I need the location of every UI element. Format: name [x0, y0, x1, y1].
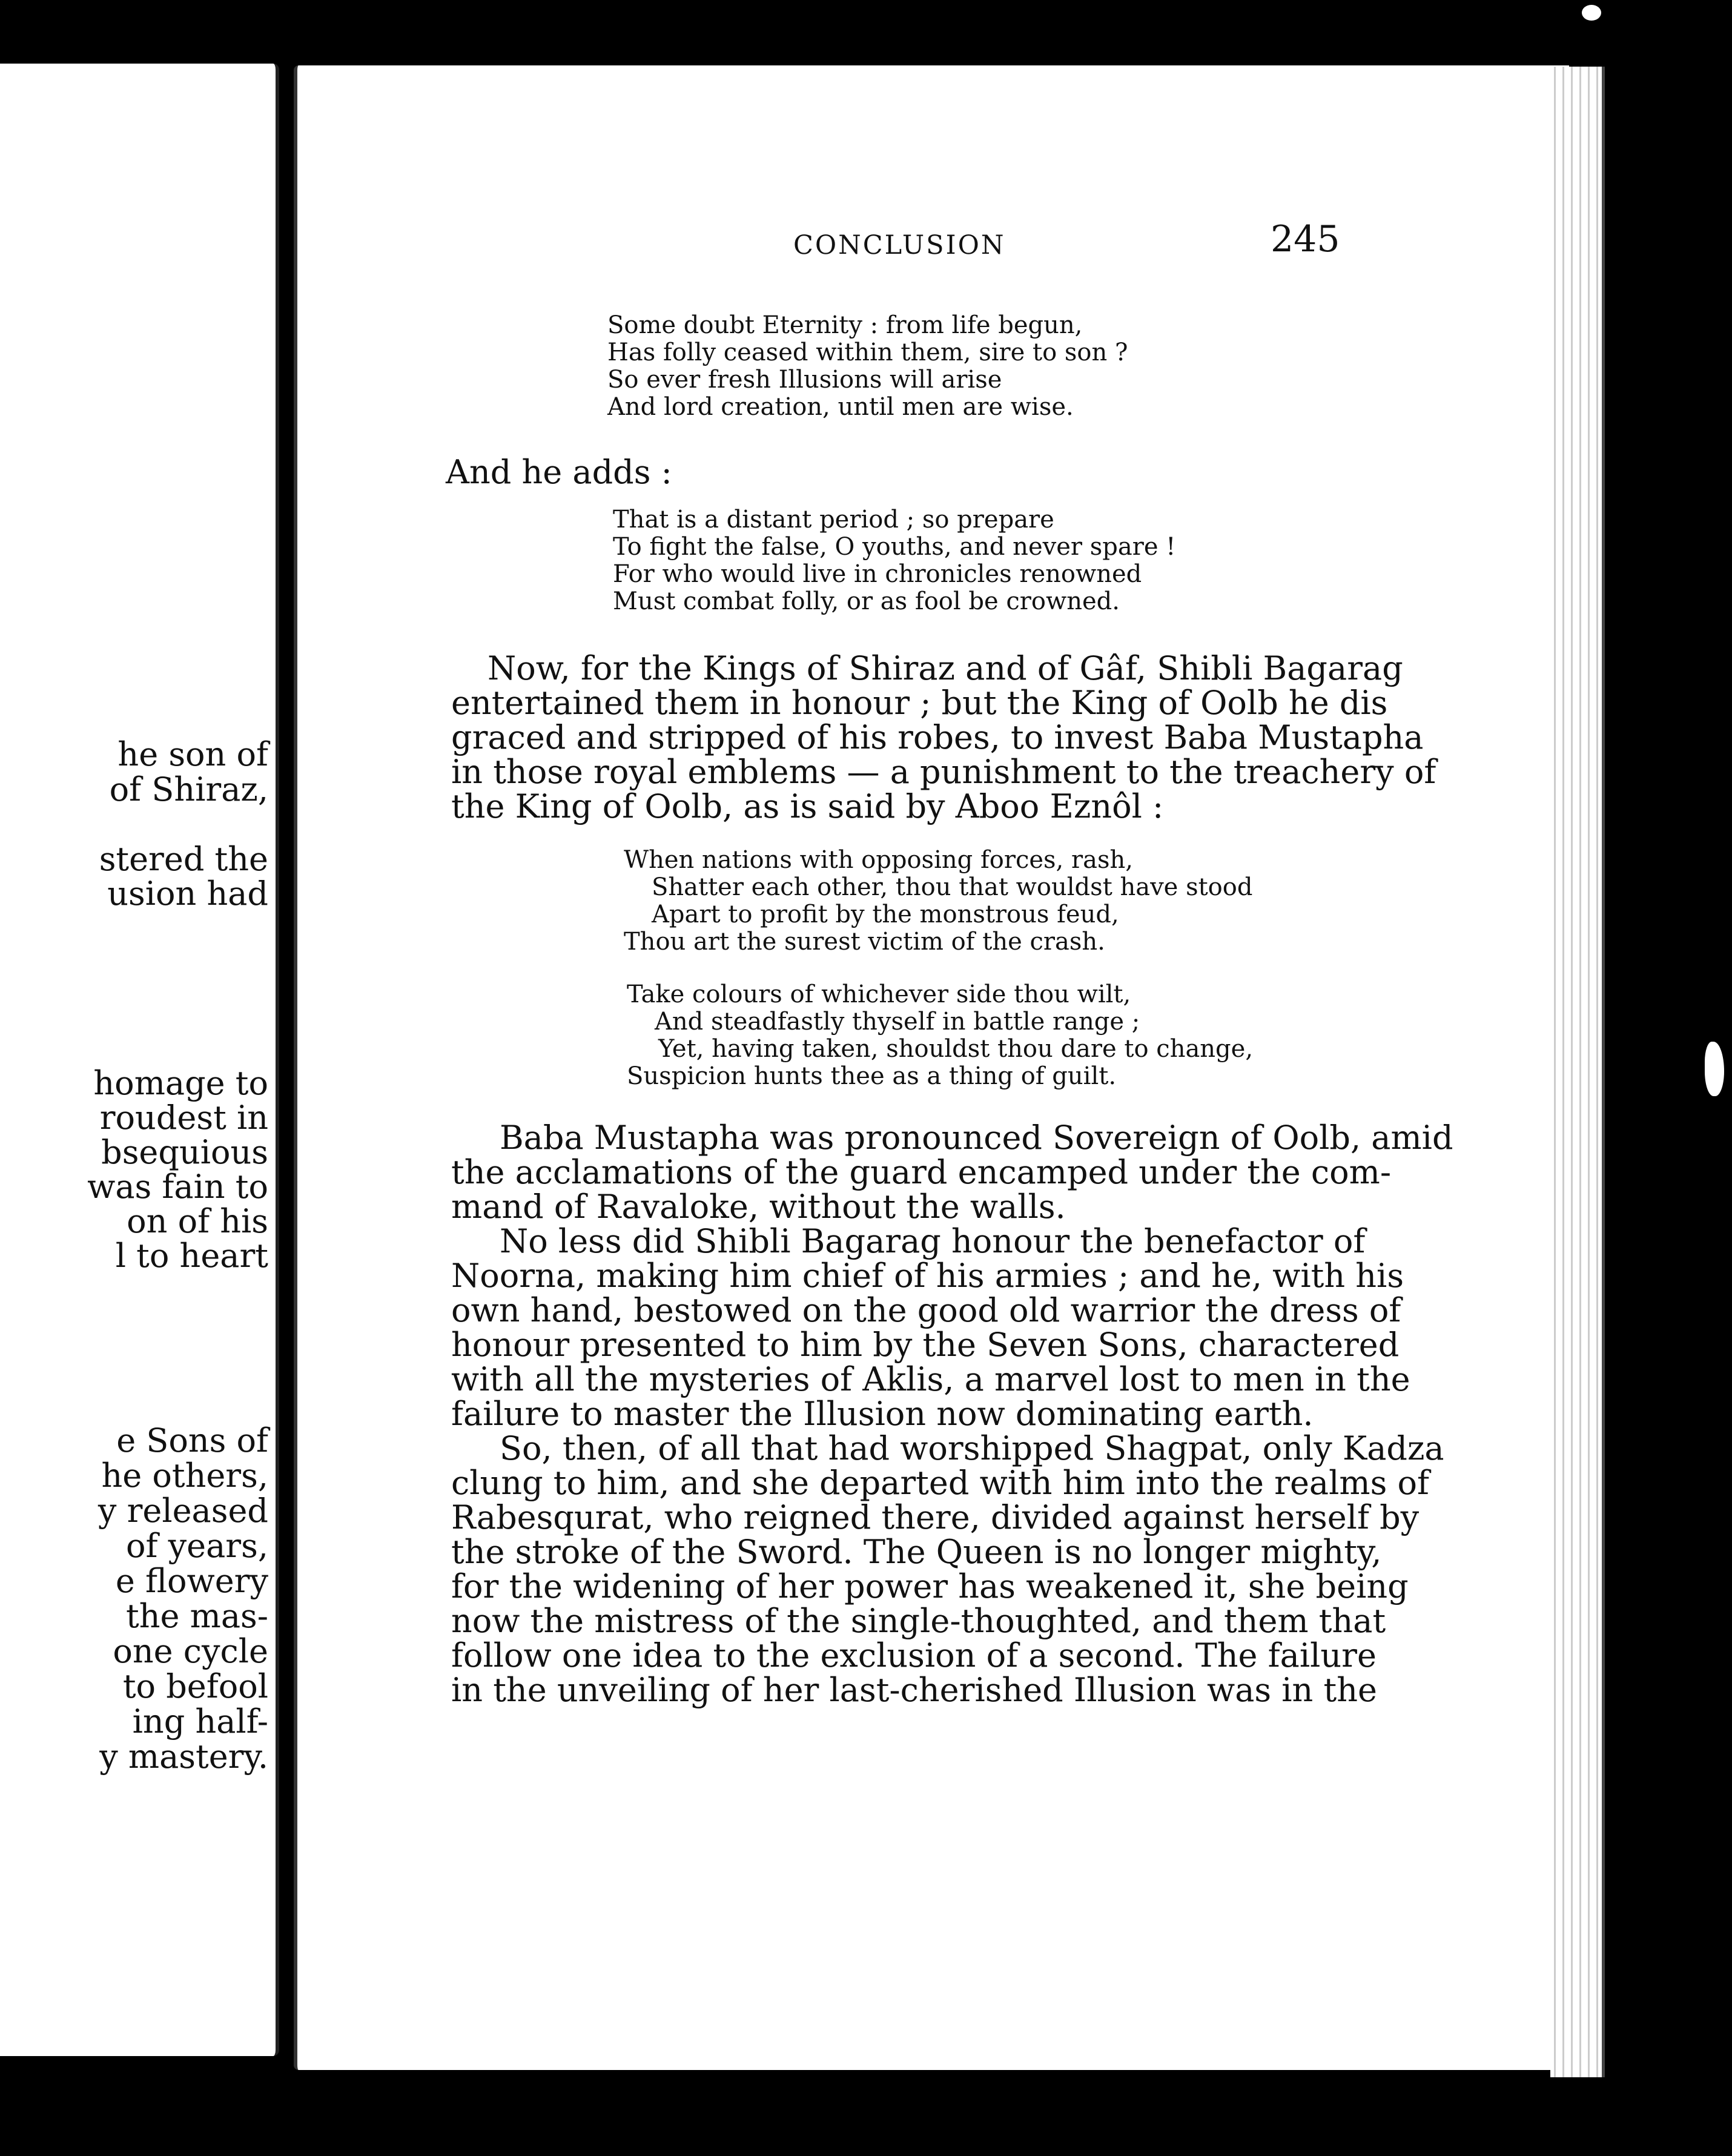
text-line: the stroke of the Sword. The Queen is no longer mighty,: [451, 1533, 1382, 1571]
verse-line: Some doubt Eternity : from life begun,: [607, 311, 1083, 339]
verse-line: Has folly ceased within them, sire to son ?: [607, 339, 1128, 366]
text-line: No less did Shibli Bagarag honour the benefactor of: [500, 1222, 1366, 1260]
text-line: the acclamations of the guard encamped under the com-: [451, 1153, 1392, 1191]
verse-line: Yet, having taken, shouldst thou dare to change,: [658, 1035, 1254, 1063]
left-page-line: usion had: [107, 875, 268, 913]
lead-in: And he adds :: [446, 453, 672, 491]
text-line: failure to master the Illusion now dominating earth.: [451, 1395, 1314, 1433]
verse-line: Suspicion hunts thee as a thing of guilt.: [627, 1062, 1117, 1090]
text-line: own hand, bestowed on the good old warrior the dress of: [451, 1291, 1401, 1329]
left-page-line: the mas-: [126, 1597, 268, 1635]
text-line: follow one idea to the exclusion of a second. The failure: [451, 1636, 1377, 1675]
scan-mark: [1705, 1042, 1724, 1096]
left-page-line: ing half-: [132, 1702, 268, 1741]
verse-line: And steadfastly thyself in battle range ;: [655, 1008, 1140, 1036]
text-line: entertained them in honour ; but the King of Oolb he dis: [451, 684, 1388, 722]
verse-line: When nations with opposing forces, rash,: [624, 846, 1133, 874]
paragraph: [451, 1119, 1453, 1226]
left-page-line: bsequious: [101, 1133, 268, 1171]
left-page-line: stered the: [99, 840, 268, 878]
page-number: 245: [1271, 218, 1340, 260]
verse-line: To fight the false, O youths, and never spare !: [613, 533, 1176, 561]
scan-mark: [1582, 5, 1601, 21]
left-page-line: of Shiraz,: [109, 770, 268, 808]
text-line: Baba Mustapha was pronounced Sovereign of Oolb, amid: [500, 1119, 1453, 1157]
verse-line: And lord creation, until men are wise.: [607, 393, 1074, 421]
verse-block: [607, 312, 1128, 421]
paragraph: [451, 1222, 1410, 1433]
verse-line: Thou art the surest victim of the crash.: [624, 928, 1105, 956]
left-page-line: y released: [98, 1492, 268, 1530]
text-line: in those royal emblems — a punishment to the treachery of: [451, 753, 1436, 791]
left-page-line: he others,: [101, 1457, 268, 1495]
left-page-line: was fain to: [87, 1168, 268, 1206]
left-page-line: e Sons of: [116, 1421, 268, 1460]
text-line: in the unveiling of her last-cherished Illusion was in the: [451, 1671, 1377, 1709]
verse-block: [627, 981, 1253, 1090]
left-page-line: he son of: [117, 735, 268, 773]
verse-line: Shatter each other, thou that wouldst have stood: [652, 873, 1253, 901]
verse-line: Apart to profit by the monstrous feud,: [652, 901, 1119, 928]
running-head: CONCLUSION: [793, 230, 1006, 260]
text-line: So, then, of all that had worshipped Shagpat, only Kadza: [500, 1429, 1444, 1467]
text-line: the King of Oolb, as is said by Aboo Eznôl :: [451, 787, 1164, 825]
text-line: Rabesqurat, who reigned there, divided against herself by: [451, 1498, 1420, 1536]
text-line: mand of Ravaloke, without the walls.: [451, 1188, 1066, 1226]
page-edges: [1550, 67, 1605, 2077]
text-line: graced and stripped of his robes, to invest Baba Mustapha: [451, 718, 1424, 756]
text-line: clung to him, and she departed with him into the realms of: [451, 1464, 1429, 1502]
text-line: honour presented to him by the Seven Sons, charactered: [451, 1326, 1400, 1364]
verse-line: That is a distant period ; so prepare: [613, 506, 1054, 534]
paragraph: [451, 649, 1436, 825]
left-page-line: on of his: [127, 1202, 268, 1240]
left-page-line: to befool: [122, 1667, 268, 1705]
left-page-line: e flowery: [115, 1562, 268, 1600]
left-page-line: homage to: [93, 1064, 268, 1102]
text-line: Noorna, making him chief of his armies ; and he, with his: [451, 1257, 1404, 1295]
verse-line: Must combat folly, or as fool be crowned.: [613, 587, 1120, 615]
left-facing-page: [0, 64, 279, 2056]
left-page-line: one cycle: [113, 1632, 268, 1670]
verse-block: [613, 506, 1175, 615]
text-line: with all the mysteries of Aklis, a marvel lost to men in the: [451, 1360, 1410, 1398]
verse-line: For who would live in chronicles renowned: [613, 560, 1142, 588]
text-line: now the mistress of the single-thoughted, and them that: [451, 1602, 1386, 1640]
verse-line: Take colours of whichever side thou wilt,: [627, 980, 1131, 1008]
text-line: for the widening of her power has weakened it, she being: [451, 1567, 1409, 1605]
verse-line: So ever fresh Illusions will arise: [607, 366, 1002, 394]
left-page-line: y mastery.: [99, 1738, 268, 1776]
text-line: Now, for the Kings of Shiraz and of Gâf, Shibli Bagarag: [488, 649, 1403, 687]
verse-block: [624, 847, 1252, 956]
paragraph: [451, 1429, 1444, 1709]
left-page-line: roudest in: [99, 1099, 268, 1137]
left-page-line: l to heart: [115, 1237, 268, 1275]
left-page-line: of years,: [125, 1527, 268, 1565]
